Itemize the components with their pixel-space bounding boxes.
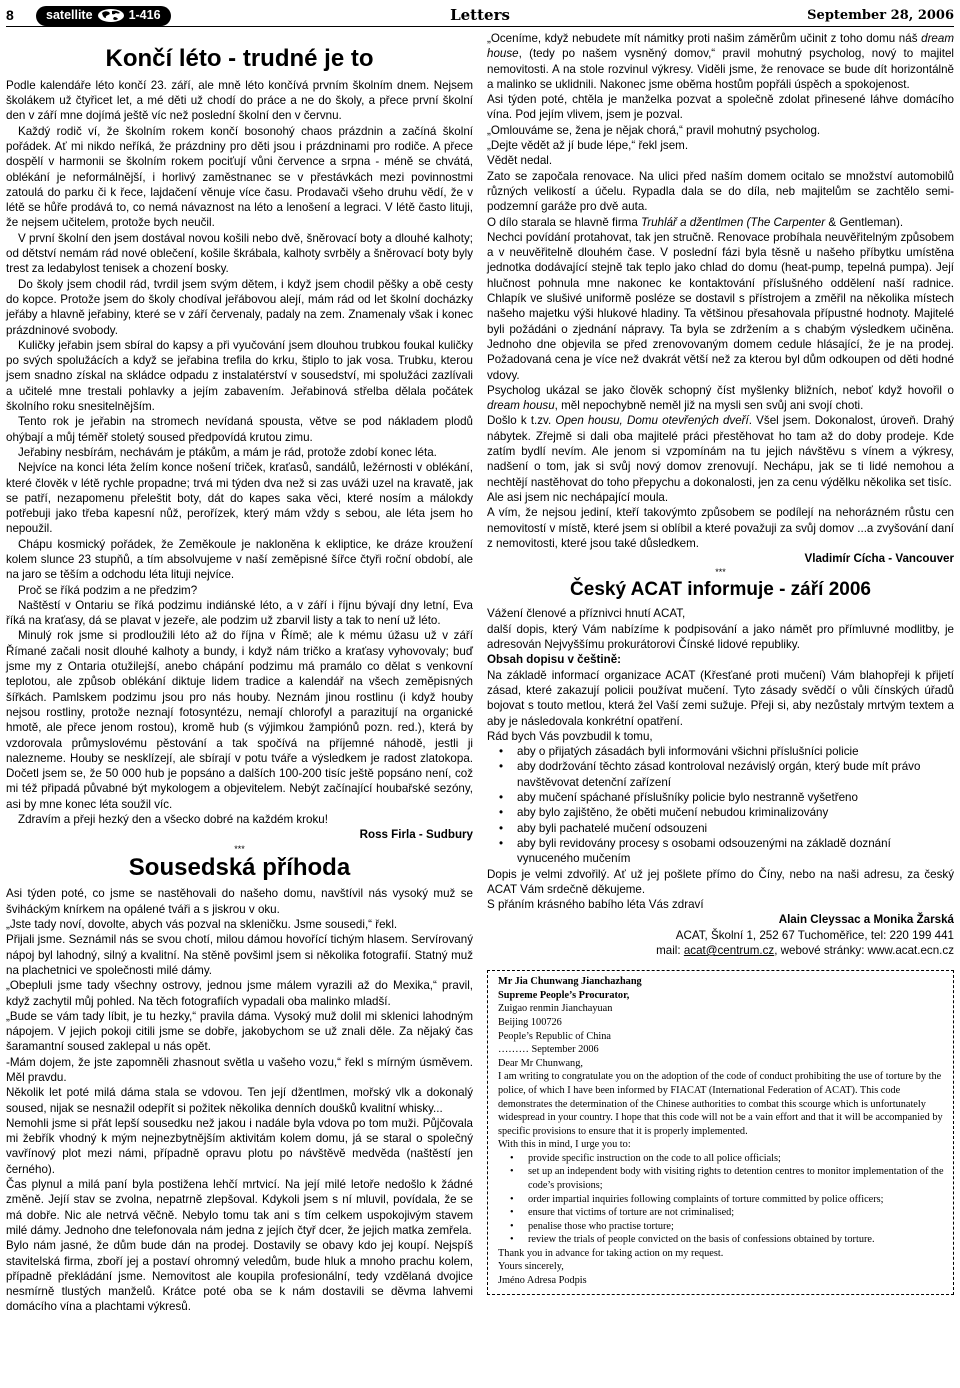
section-title: Letters <box>450 5 510 24</box>
paragraph: Čas plynul a milá paní byla postižena lehčí mrtvicí. Na její milé letoře nedošlo k žádné změně. Jejíí stav se zvolna, nepatrně zlepšoval. Kdykoli jsem s ní mluvil, povídala, že se má dobře. Nic ale netrvá věčně. Nebylo tomu tak ani s tím celkem uspokojivým stavem milé dámy. Jednoho dne telefonovala nám jedna z jejích čtyř dcer, že jejich matka zemřela. <box>6 1178 473 1237</box>
author-signature: Ross Firla - Sudbury <box>359 828 473 842</box>
signature-line: Jméno Adresa Podpis <box>498 1275 587 1287</box>
paragraph: S přáním krásného babího léta Vás zdraví <box>487 898 704 912</box>
paragraph: Asi týden poté, chtěla je manželka pozvat a společně zdolat přinesené láhve domácího vína. Pod jejím vlivem, jsem je pozval. <box>487 93 954 122</box>
letter-recipient-name: Mr Jia Chunwang Jianchazhang <box>498 976 642 988</box>
article-title: Český ACAT informuje - září 2006 <box>570 579 871 601</box>
letter-address-line: Zuigao renmin Jianchayuan <box>498 1003 613 1015</box>
paragraph: „Obepluli jsme tady všechny ostrovy, jednou jsme málem vyrazili až do Mexika,“ pravil, když zachytil můj pohled. Na těch fotografiích vypadali oba malinko mladší. <box>6 979 473 1008</box>
paragraph: -Mám dojem, že jste zapomněli zhasnout světla u vašeho vozu,“ řekl s mírným úsměvem. Měl pravdu. <box>6 1055 473 1084</box>
paragraph: A vím, že nejsou jediní, kteří takovýmto způsobem se podílejí na nehorázném růstu cen nemovitostí v místě, které jsem si oblíbil a které považuji za svůj domov ...a zvyšování daní z nemovitosti, které jsou také důsledkem. <box>487 506 954 550</box>
paragraph: další dopis, který Vám nabízíme k podpisování a jako námět pro přímluvné modlitby, je adresován Nejvyššímu prokurátorovi Čínské lidové republiky. <box>487 622 954 652</box>
article-title: Sousedská příhoda <box>128 853 351 881</box>
paragraph: Přijali jsme. Seznámil nás se svou chotí, milou dámou hovořící tichým hlasem. Servírovaný nápoj byl lahodný, silný a kvalitní. Na stěně povšiml jsem si několika fotografií. Statný muž na plachetnici ve společnosti milé dámy. <box>6 933 473 977</box>
paragraph: Nemohli jsme si přát lepší sousedku než jakou i nadále byla vdova po tom muži. Půjčovala mi žebřík vhodný k mým nejnezbytnějším aktivitám kolem domu, já se staral o společný vavřínový plot mezi námi, případně opravu plotu po návštěvě medvěda (naštěstí jen černého). <box>6 1116 473 1176</box>
paragraph: „Dejte vědět až jí bude lépe,“ řekl jsem. <box>487 139 689 153</box>
list-item: • aby o přijatých zásadách byli informováni všichni příslušníci policie <box>509 744 954 759</box>
list-item: • aby bylo zajištěno, že oběti mučení nebudou kriminalizovány <box>509 805 954 820</box>
paragraph: Do školy jsem chodil rád, tvrdil jsem svým dětem, i když jsem chodil pěšky a obě cesty do kopce. Protože jsem do školy chodíval jeřábovou alejí, mám rád od let školní docházky jeřáby a hlavně jeřabiny, které se v září červenaly, padaly na zem. Znamenaly však i konec prázdninové svobody. <box>6 277 473 337</box>
paragraph: Rád bych Vás povzbudil k tomu, <box>487 729 653 743</box>
letter-recipient-title: Supreme People’s Procurator, <box>498 989 630 1001</box>
brand-badge <box>36 6 171 26</box>
paragraph: „Bude se vám tady líbit, je tu hezky,“ pravila dáma. Vysoký muž dolil mi sklenici lahodným nápojem. V jejich pokoji citili jsme se dobře, jakobychom se už znali děle. Za nějaký čas šaramantní soused zaklepal u nás opět. <box>6 1009 473 1054</box>
issue-date: September 28, 2006 <box>807 7 954 23</box>
paragraph: Zdravím a přeji hezký den a všecko dobré na každém kroku! <box>18 813 328 827</box>
author-signature: Vladimír Cícha - Vancouver <box>804 552 954 566</box>
letter-list <box>498 1152 945 1247</box>
paragraph: Asi týden poté, co jsme se nastěhovali do našeho domu, navštívil nás vysoký muž se šviháckým knírkem na opálené tváři a s jiskrou v oku. <box>6 887 473 916</box>
sample-letter <box>487 970 954 1294</box>
letter-address-line: People’s Republic of China <box>498 1030 611 1042</box>
list-item: • set up an independent body with visiting rights to detention centres to monitor implementation of the code’s provisions; <box>520 1165 945 1192</box>
left-column <box>6 31 473 1315</box>
list-item: • aby dodržování těchto zásad kontroloval nezávislý orgán, který bude mít právo navštěvovat detenční zařízení <box>509 759 954 790</box>
paragraph: Psycholog ukázal se jako člověk schopný číst myšlenky bližních, neboť když hovořil o dream housu, měl nepochybně neměl již na mysli sen svůj ani svojí choti. <box>487 383 954 413</box>
globe-icon <box>97 8 125 23</box>
list-item: • provide specific instruction on the code to all police officials; <box>520 1152 945 1166</box>
page-number: 8 <box>6 7 14 24</box>
paragraph: V první školní den jsem dostával novou košili nebo dvě, šněrovací boty a dlouhé kalhoty; od dětství nemám rád nové oblečení, košile škrábala, kalhoty svrběly a šněrovací boty byly trest za ledabylost tenisek a chození bosky. <box>6 231 473 276</box>
paragraph: Dopis je velmi zdvořilý. Ať už jej pošlete přímo do Číny, nebo na naši adresu, za český ACAT Vám srdečně děkujeme. <box>487 867 954 896</box>
paragraph: Kuličky jeřabin jsem sbíral do kapsy a při vyučování jsem dlouhou trubkou foukal kuličky po svých spolužácích a když se jeřabina trefila do krku, štiplo to jak vosa. Trubku, kterou jsem snadno získal na skládce odpadu z instalatérství v sousedství, mi spolužáci zazlívali a učitelé mne trestali pohlavky a jejím zabavením. Jeřabinová střelba dělala počátek školního roku snesitelnějším. <box>6 338 473 414</box>
address-line: ACAT, Školní 1, 252 67 Tuchoměřice, tel: 220 199 441 <box>675 928 954 942</box>
list-item: • ensure that victims of torture are not criminalised; <box>520 1206 945 1220</box>
paragraph: O dílo starala se hlavně firma Truhlář a džentlmen (The Carpenter & Gentleman). <box>487 215 904 229</box>
paragraph: Minulý rok jsme si prodloužili léto až do října v Římě; ale k mému úžasu už v září Římané začali nosit dlouhé kalhoty a bundy, i když nám tričko a kraťasy vyhovovaly; buď jsme my z Ontaria otužilejší, anebo chápání podzimu má pramálo co dělat s venkovní teplotou, ale způsob oblékání diktuje lidem tradice a kalendář na všech zeměpisných šířkách. Pamlskem podzimu jsou pro nás houby. Neznám jinou rostlinu (i když houby nejsou rostliny, protože neznají fotosyntézu, nemají chlorofyl a parazitují na organické hmotě, ale přece jenom rostou), kromě hub (s výjimkou žampiónů pozn. red.), která by vzdorovala průmyslovému pěstování a tak spočívá na příjemné náhodě, jestli ji nalezneme. Houby se nesklízejí, ale sbírají v potu tváře a výsledkem je radost zlatokopa. Dočetl jsem se, že 50 000 hub je popsáno a dalších 100-200 tisíc ještě popsáno není, což mi též připadá půvabné být mykologem a objevitelem. Nebýt začínající houbařské sezóny, asi by mne konec léta soužil víc. <box>6 629 473 811</box>
paragraph: Nechci povídání protahovat, tak jen stručně. Renovace probíhala neuvěřitelným způsobem a v neuvěřitelně dlouhém čase. V poslední fázi byla těsně u našeho příbytku umístěna jednotka dodávající stejně tak teplo jako chlad do domu (heat-pump, tepelná pumpa). Její hlučnost pohnula mne nakonec ke kontaktování příslušného oddělení naší radnice. Chlapík ve slušivé uniformě posléze se dostavil s přístrojem a změřil na několika místech našeho majetku výši hlukové hladiny. Ta většinou přesahovala přípustné hodnoty. Majitelé byli požádáni o zjednání nápravy. Ta byla se zdržením a s chabým výsledkem učiněna. Jednoho dne objevila se před zrenovovaným domem cedule hlásající, že je na prodej. Požadovaná cena je více než dvakrát větší než za kterou byl dům odkoupen od děti hodné vdovy. <box>487 230 954 382</box>
page-header <box>6 5 954 27</box>
article-title: Končí léto - trudné je to <box>105 45 374 72</box>
letter-address-line: Beijing 100726 <box>498 1017 562 1029</box>
paragraph: Tento rok je jeřabin na stromech nevídaná spousta, větve se pod nákladem plodů ohýbají a můj téměř stoletý soused předpovídá krutou zimu. <box>6 415 473 444</box>
email-link[interactable]: acat@centrum.cz <box>683 944 775 957</box>
letter-intro: With this in mind, I urge you to: <box>498 1139 631 1151</box>
right-column <box>487 31 954 1315</box>
separator-stars: *** <box>715 567 726 578</box>
letter-thanks: Thank you in advance for taking action on my request. <box>498 1247 724 1259</box>
paragraph: Vážení členové a příznivci hnutí ACAT, <box>487 607 686 621</box>
issue-number: 1-416 <box>128 8 161 23</box>
paragraph: Bylo nám jasné, že dům bude dán na prodej. Dostavily se obavy kdo jej koupí. Nejspíš stavitelská firma, zboří jej a postaví ohromný veledům, bude hluk a mnoho prachu kolem, případně překládání jsme. Nemovitost ale koupila profesionální, tedy vzdělaná dvojice nesmírně tlustých manželů. Krátce poté oba se k nám dostavili se děvma lahvemi domácího vína a plachtami výkresů. <box>6 1239 473 1314</box>
list-item: • penalise those who practise torture; <box>520 1220 945 1234</box>
contact-line: mail: acat@centrum.cz, webové stránky: www.acat.ecn.cz <box>656 944 954 957</box>
list-item: • aby byli pachatelé mučení odsouzeni <box>509 821 954 836</box>
paragraph: „Oceníme, když nebudete mít námitky proti našim záměrům učinit z toho domu náš dream house, (tedy po našem vysněný domov,“ pravil mohutný psycholog, nový to majitel nemovitosti. A na stole rozvinul výkresy. Viděli jsme, že renovace se bude dít horizontálně a malinko se uklidnili. Nakonec jsme oběma hostům popřáli úspěch a spokojenost. <box>487 32 954 91</box>
separator-stars: *** <box>234 843 245 854</box>
letter-body: I am writing to congratulate you on the adoption of the code of conduct prohibiting the use of torture by the police, of which I have been informed by FIACAT (International Federation of ACAT). This code demonstrates the determination of the Chinese authorities to combat this scourge which is unfortunately widespread in your country. I hope that this code will not be a vain effort and that it will be accompanied by specific provisions to ensure that it is properly implemented. <box>498 1071 943 1137</box>
paragraph: Naštěstí v Ontariu se říká podzimu indiánské léto, a v září i říjnu bývají dny letní, Eva říká na kraťasy, dá se plavat v jezeře, ale podzim už zbarvil listy a tak to není už léto. <box>6 598 473 628</box>
brand-name: satellite <box>46 8 93 23</box>
paragraph: Několik let poté milá dáma stala se vdovou. Ten její džentlmen, mořský vlk a dokonalý soused, nijak se nesnažil odepřít si požitek několika denních doušků kvalitní whisky... <box>6 1086 473 1115</box>
paragraph: Nejvíce na konci léta želím konce nošení triček, kraťasů, sandálů, ležérnosti v oblékání, které člověk v létě rychle propadne; trvá mi týden dva než si zas uváži uzel na kravatě, jak se patří, nezapomenu přeleštit boty, dát do kapes saka věci, které nosím a málokdy potřebuji jako třeba kapesní nůž, perořízek, který mám vždy s sebou, ale léta jsem ho nepoužil. <box>6 461 473 536</box>
paragraph: Chápu kosmický pořádek, že Zeměkoule je nakloněna k ekliptice, ke dráze kroužení kolem slunce 23 stupňů, a tím absolvujeme v naší zeměpisné šířce čtyři roční období, ale na jaro se těším a odchodu léta lituji nejvíce. <box>6 537 473 582</box>
paragraph: Zato se započala renovace. Na ulici před naším domem ocitalo se množství automobilů různých velikostí a účelu. Rypadla dala se do díla, neb majitelům se zachtělo semi-podzemní garáže pro dvě auta. <box>487 169 954 214</box>
paragraph: „Jste tady noví, dovolte, abych vás pozval na skleničku. Jsme sousedi,“ řekl. <box>6 918 398 932</box>
paragraph: Každý rodič ví, že školním rokem končí bosonohý chaos prázdnin a začíná školní pořádek. Ať mi nikdo neříká, že prázdniny pro děti jsou i prázdninami pro rodiče. A přece dospělí v harmonii se školním rokem pociťují vůni července a srpna - méně se chvátá, oblékání je neformálnější, i horlivý zaměstnanec se v přestávkách mezi povinnostmi zatoulá do parku či k řece, lajdačení věnuje více času. Prodavači všeho druhu vědí, že v létě se hůře prodává to, co nemá návaznost na léto a lenošení a legraci. V létě často lituji, že nejsem učitelem, protože bych neučil. <box>6 124 473 230</box>
paragraph: Proč se říká podzim a ne předzim? <box>18 583 198 597</box>
list-item: • aby byli revidovány procesy s osobami odsouzenými na základě doznání vynuceného mučením <box>509 836 954 867</box>
list-item: • order impartial inquiries following complaints of torture committed by police officers; <box>520 1193 945 1207</box>
paragraph: Jeřabiny nesbírám, nechávám je ptákům, a mám je rád, protože zdobí konec léta. <box>18 445 437 459</box>
request-list <box>487 744 954 866</box>
letter-date: ……… September 2006 <box>498 1044 599 1056</box>
paragraph: Vědět nedal. <box>487 154 553 168</box>
list-item: • aby mučení spáchané příslušníky policie bylo nestranně vyšetřeno <box>509 790 954 805</box>
paragraph: Došlo k t.zv. Open housu, Domu otevřených dveří. Všel jsem. Dokonalost, úroveň. Drahý nábytek. Zřejmě si dali oba majitelé práci přestěhovat ho tam až do doby prodeje. Kde zatím bydlí nevím. Ale jenom si vzpomínám na tu jejich návštěvu s vínem a výkresy, nadšení o tom, jak si svůj nový domov zrenovují. Nechápu, jak se ti lidé nemohou a nechtějí nastěhovat do toho přepychu a dokonalosti, jen za cenu výdělku několika set tisíc. <box>487 414 955 489</box>
list-item: • review the trials of people convicted on the basis of confessions obtained by torture. <box>520 1233 945 1247</box>
paragraph: Ale asi jsem nic nechápající moula. <box>487 490 669 504</box>
letter-closing: Yours sincerely, <box>498 1261 564 1273</box>
paragraph: „Omlouváme se, žena je nějak chorá,“ pravil mohutný psycholog. <box>487 123 821 137</box>
paragraph: Na základě informací organizace ACAT (Křesťané proti mučení) Vám blahopřeji k přijetí zásad, které zakazují policii používat mučení. Tyto zásady svědčí o vůli čínských úřadů bojovat s touto metlou, která žel Vaší zemi sužuje. Přeji si, aby nezůstaly mrtvým textem a aby je následovala konkrétní opatření. <box>487 668 954 728</box>
paragraph: Podle kalendáře léto končí 23. září, ale mně léto končívá prvním školním dnem. Nejsem školákem už čtyřicet let, a mé děti už chodí do práce a ne do školy, a přece první školní den v září mne dojímá ještě víc než poslední školní den v červnu. <box>6 78 473 123</box>
letter-salutation: Dear Mr Chunwang, <box>498 1057 583 1069</box>
author-signature: Alain Cleyssac a Monika Žarská <box>778 913 954 927</box>
subheading: Obsah dopisu v češtině: <box>487 653 622 667</box>
